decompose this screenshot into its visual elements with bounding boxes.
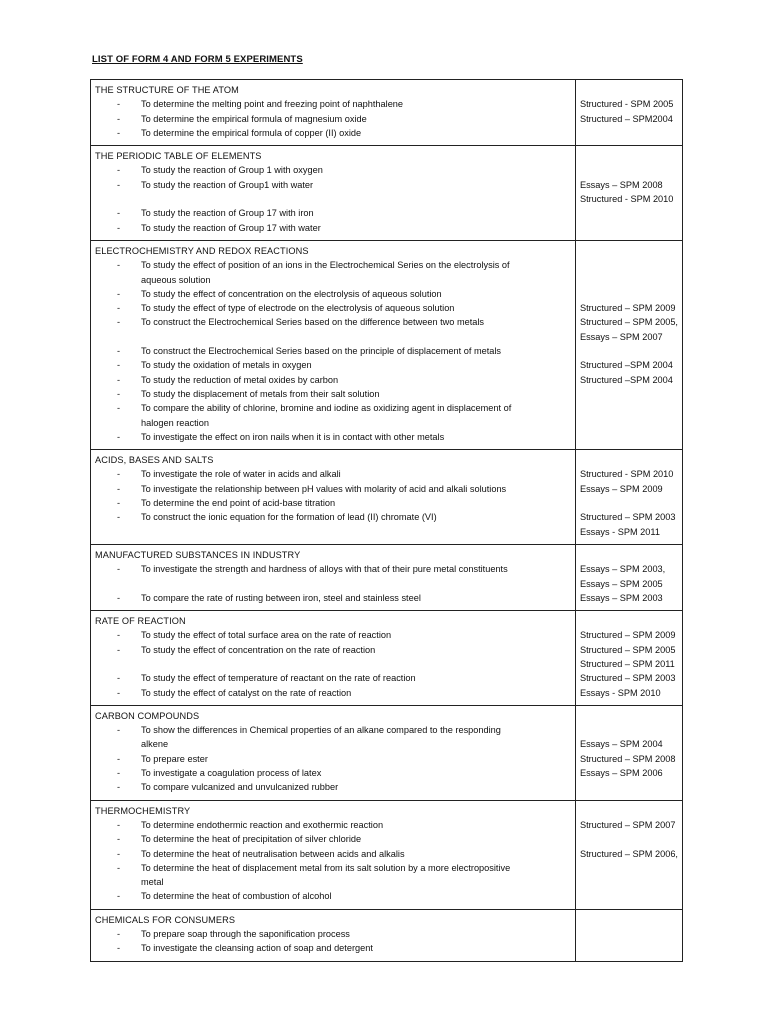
spacer-line (580, 548, 678, 562)
spacer-line (580, 287, 678, 301)
experiment-item (95, 927, 571, 941)
section-row (91, 450, 683, 545)
experiment-text: To determine the end point of acid-base titration (141, 498, 336, 509)
section-title: CHEMICALS FOR CONSUMERS (95, 914, 236, 925)
experiment-item (95, 562, 571, 576)
exam-reference: Structured –SPM 2004 (579, 374, 673, 385)
exam-reference: Structured – SPM 2009 (579, 303, 676, 314)
spacer-line (580, 273, 678, 287)
bullet-dash: - (117, 222, 121, 233)
experiment-text: To study the reaction of Group 17 with water (141, 222, 321, 233)
experiment-text: To investigate the cleansing action of soap and detergent (141, 943, 373, 954)
section-experiments-cell (91, 450, 576, 545)
spacer-line (580, 614, 678, 628)
section-row (91, 611, 683, 706)
section-title: THERMOCHEMISTRY (95, 805, 191, 816)
bullet-dash: - (117, 317, 121, 328)
experiment-text: To study the displacement of metals from their salt solution (141, 388, 380, 399)
experiment-text: To investigate the effect on iron nails when it is in contact with other metals (141, 431, 445, 442)
exam-reference: Essays – SPM 2003 (579, 592, 663, 603)
bullet-dash: - (117, 512, 121, 523)
section-experiments-cell (91, 705, 576, 800)
experiment-item (95, 510, 571, 524)
section-title: THE PERIODIC TABLE OF ELEMENTS (95, 151, 262, 162)
section-experiments-cell (91, 909, 576, 961)
experiment-item (95, 766, 571, 780)
experiment-text: To investigate a coagulation process of latex (141, 768, 322, 779)
spacer-line (95, 577, 571, 591)
experiment-item-continuation: alkene (141, 739, 169, 750)
experiment-item (95, 671, 571, 685)
experiment-item (95, 344, 571, 358)
exam-reference: Essays – SPM 2003, (579, 564, 666, 575)
experiment-text: To construct the Electrochemical Series based on the principle of displacement of metals (141, 346, 502, 357)
bullet-dash: - (117, 848, 121, 859)
experiment-item (95, 686, 571, 700)
section-experiments-cell (91, 611, 576, 706)
exam-reference: Structured – SPM 2007 (579, 819, 676, 830)
document-title: LIST OF FORM 4 AND FORM 5 EXPERIMENTS (92, 54, 303, 65)
experiment-text: To compare vulcanized and unvulcanized rubber (141, 782, 339, 793)
bullet-dash: - (117, 179, 121, 190)
experiment-text: To investigate the strength and hardness of alloys with that of their pure metal constituents (141, 564, 508, 575)
bullet-dash: - (117, 673, 121, 684)
bullet-dash: - (117, 346, 121, 357)
exam-reference: Structured – SPM2004 (579, 113, 673, 124)
experiment-text: To study the oxidation of metals in oxygen (141, 360, 312, 371)
experiment-text: To compare the ability of chlorine, bromine and iodine as oxidizing agent in displacement of (141, 403, 512, 414)
experiment-text: To study the reaction of Group1 with water (141, 179, 314, 190)
spacer-line (95, 330, 571, 344)
experiment-text: To study the effect of catalyst on the rate of reaction (141, 687, 352, 698)
exam-reference: Structured – SPM 2003 (579, 673, 676, 684)
bullet-dash: - (117, 592, 121, 603)
experiment-item (95, 387, 571, 401)
bullet-dash: - (117, 498, 121, 509)
spacer-line (580, 83, 678, 97)
section-title: ACIDS, BASES AND SALTS (95, 455, 214, 466)
section-title: ELECTROCHEMISTRY AND REDOX REACTIONS (95, 245, 309, 256)
exam-reference: Essays – SPM 2007 (579, 331, 663, 342)
spacer-line (580, 244, 678, 258)
experiment-text: To show the differences in Chemical properties of an alkane compared to the responding (141, 725, 501, 736)
experiment-text: To study the reaction of Group 1 with oxygen (141, 165, 323, 176)
experiment-item (95, 315, 571, 329)
bullet-dash: - (117, 99, 121, 110)
section-row (91, 705, 683, 800)
exam-reference: Essays – SPM 2006 (579, 768, 663, 779)
section-references-cell (575, 146, 682, 241)
spacer-line (580, 344, 678, 358)
experiment-item (95, 301, 571, 315)
spacer-line (95, 657, 571, 671)
experiment-text: To determine the heat of combustion of alcohol (141, 891, 332, 902)
experiment-text: To prepare soap through the saponification process (141, 929, 350, 940)
bullet-dash: - (117, 360, 121, 371)
spacer-line (580, 709, 678, 723)
exam-reference: Essays – SPM 2009 (579, 483, 663, 494)
section-references-cell (575, 450, 682, 545)
experiment-text: To construct the Electrochemical Series based on the difference between two metals (141, 317, 485, 328)
experiment-text: To investigate the relationship between pH values with molarity of acid and alkali solutions (141, 483, 507, 494)
spacer-line (580, 804, 678, 818)
experiment-text: To prepare ester (141, 753, 208, 764)
section-references-cell (575, 544, 682, 610)
bullet-dash: - (117, 687, 121, 698)
spacer-line (580, 258, 678, 272)
section-row (91, 800, 683, 909)
exam-reference: Essays – SPM 2005 (579, 578, 663, 589)
section-title: RATE OF REACTION (95, 616, 186, 627)
experiment-item (95, 889, 571, 903)
experiment-text: To study the reduction of metal oxides by carbon (141, 374, 339, 385)
exam-reference: Structured – SPM 2003 (579, 512, 676, 523)
exam-reference: Essays – SPM 2004 (579, 739, 663, 750)
spacer-line (580, 723, 678, 737)
experiment-item (95, 358, 571, 372)
bullet-dash: - (117, 753, 121, 764)
experiment-text: To determine the melting point and freezing point of naphthalene (141, 99, 404, 110)
section-row (91, 146, 683, 241)
experiment-item (95, 941, 571, 955)
exam-reference: Essays – SPM 2008 (579, 179, 663, 190)
experiment-item (95, 591, 571, 605)
exam-reference: Structured - SPM 2005 (579, 99, 674, 110)
experiment-item (95, 126, 571, 140)
experiment-item (95, 832, 571, 846)
experiment-text: To determine the heat of displacement metal from its salt solution by a more electropositive (141, 862, 511, 873)
experiment-text: To study the effect of temperature of reactant on the rate of reaction (141, 673, 416, 684)
section-experiments-cell (91, 240, 576, 449)
bullet-dash: - (117, 768, 121, 779)
experiment-item (95, 643, 571, 657)
section-references-cell (575, 240, 682, 449)
experiments-table-body (91, 80, 683, 962)
section-experiments-cell (91, 544, 576, 610)
experiment-text: To construct the ionic equation for the formation of lead (II) chromate (VI) (141, 512, 437, 523)
section-title: THE STRUCTURE OF THE ATOM (95, 85, 239, 95)
experiments-table (90, 79, 683, 962)
experiment-item (95, 818, 571, 832)
experiment-item (95, 401, 571, 415)
experiment-item (95, 258, 571, 272)
experiment-item (95, 221, 571, 235)
bullet-dash: - (117, 374, 121, 385)
experiment-item (95, 752, 571, 766)
section-references-cell (575, 800, 682, 909)
experiment-text: To determine the heat of precipitation of silver chloride (141, 834, 362, 845)
experiment-item (95, 496, 571, 510)
bullet-dash: - (117, 303, 121, 314)
experiment-text: To study the effect of type of electrode on the electrolysis of aqueous solution (141, 303, 455, 314)
experiment-text: To investigate the role of water in acids and alkali (141, 469, 341, 480)
experiment-item (95, 206, 571, 220)
bullet-dash: - (117, 127, 121, 138)
experiment-text: To determine the empirical formula of copper (II) oxide (141, 127, 362, 138)
section-references-cell (575, 909, 682, 961)
experiment-text: To study the effect of total surface area on the rate of reaction (141, 630, 392, 641)
bullet-dash: - (117, 469, 121, 480)
bullet-dash: - (117, 929, 121, 940)
exam-reference: Structured – SPM 2006, (579, 848, 678, 859)
bullet-dash: - (117, 644, 121, 655)
bullet-dash: - (117, 483, 121, 494)
section-references-cell (575, 705, 682, 800)
experiment-text: To determine the empirical formula of magnesium oxide (141, 113, 367, 124)
experiment-item-continuation: aqueous solution (141, 274, 211, 285)
bullet-dash: - (117, 288, 121, 299)
section-row (91, 80, 683, 146)
bullet-dash: - (117, 165, 121, 176)
exam-reference: Structured – SPM 2005, (579, 317, 678, 328)
section-experiments-cell (91, 800, 576, 909)
experiment-item (95, 467, 571, 481)
exam-reference: Essays - SPM 2010 (579, 687, 661, 698)
experiment-text: To study the reaction of Group 17 with iron (141, 208, 314, 219)
experiment-item-continuation: halogen reaction (141, 417, 209, 428)
spacer-line (580, 832, 678, 846)
exam-reference: Essays - SPM 2011 (579, 526, 660, 537)
exam-reference: Structured - SPM 2010 (579, 194, 674, 205)
bullet-dash: - (117, 782, 121, 793)
experiment-item-continuation: metal (141, 877, 164, 888)
bullet-dash: - (117, 834, 121, 845)
bullet-dash: - (117, 260, 121, 271)
experiment-text: To study the effect of concentration on the electrolysis of aqueous solution (141, 288, 442, 299)
spacer-line (580, 453, 678, 467)
spacer-line (95, 192, 571, 206)
experiment-item (95, 847, 571, 861)
bullet-dash: - (117, 725, 121, 736)
section-experiments-cell (91, 80, 576, 146)
experiment-item (95, 628, 571, 642)
bullet-dash: - (117, 630, 121, 641)
bullet-dash: - (117, 113, 121, 124)
exam-reference: Structured – SPM 2009 (579, 630, 676, 641)
bullet-dash: - (117, 564, 121, 575)
bullet-dash: - (117, 891, 121, 902)
experiment-text: To compare the rate of rusting between iron, steel and stainless steel (141, 592, 421, 603)
section-experiments-cell (91, 146, 576, 241)
section-references-cell (575, 80, 682, 146)
section-title: MANUFACTURED SUBSTANCES IN INDUSTRY (95, 549, 301, 560)
experiment-item (95, 178, 571, 192)
section-title: CARBON COMPOUNDS (95, 710, 200, 721)
experiment-item (95, 430, 571, 444)
exam-reference: Structured – SPM 2005 (579, 644, 676, 655)
experiment-item (95, 723, 571, 737)
section-references-cell (575, 611, 682, 706)
bullet-dash: - (117, 208, 121, 219)
experiment-item (95, 861, 571, 875)
bullet-dash: - (117, 403, 121, 414)
experiment-item (95, 163, 571, 177)
exam-reference: Structured - SPM 2010 (579, 469, 674, 480)
bullet-dash: - (117, 862, 121, 873)
experiment-text: To determine the heat of neutralisation between acids and alkalis (141, 848, 405, 859)
spacer-line (580, 163, 678, 177)
experiment-item (95, 780, 571, 794)
bullet-dash: - (117, 388, 121, 399)
exam-reference: Structured –SPM 2004 (579, 360, 673, 371)
experiment-item (95, 373, 571, 387)
spacer-line (580, 496, 678, 510)
section-row (91, 240, 683, 449)
experiment-item (95, 97, 571, 111)
experiment-text: To study the effect of concentration on the rate of reaction (141, 644, 376, 655)
bullet-dash: - (117, 431, 121, 442)
spacer-line (580, 149, 678, 163)
bullet-dash: - (117, 943, 121, 954)
bullet-dash: - (117, 819, 121, 830)
exam-reference: Structured – SPM 2008 (579, 753, 676, 764)
experiment-text: To study the effect of position of an ions in the Electrochemical Series on the electrolysis of (141, 260, 510, 271)
section-row (91, 909, 683, 961)
experiment-text: To determine endothermic reaction and exothermic reaction (141, 819, 384, 830)
section-row (91, 544, 683, 610)
exam-reference: Structured – SPM 2011 (579, 658, 675, 669)
experiment-item (95, 482, 571, 496)
experiment-item (95, 112, 571, 126)
experiment-item (95, 287, 571, 301)
